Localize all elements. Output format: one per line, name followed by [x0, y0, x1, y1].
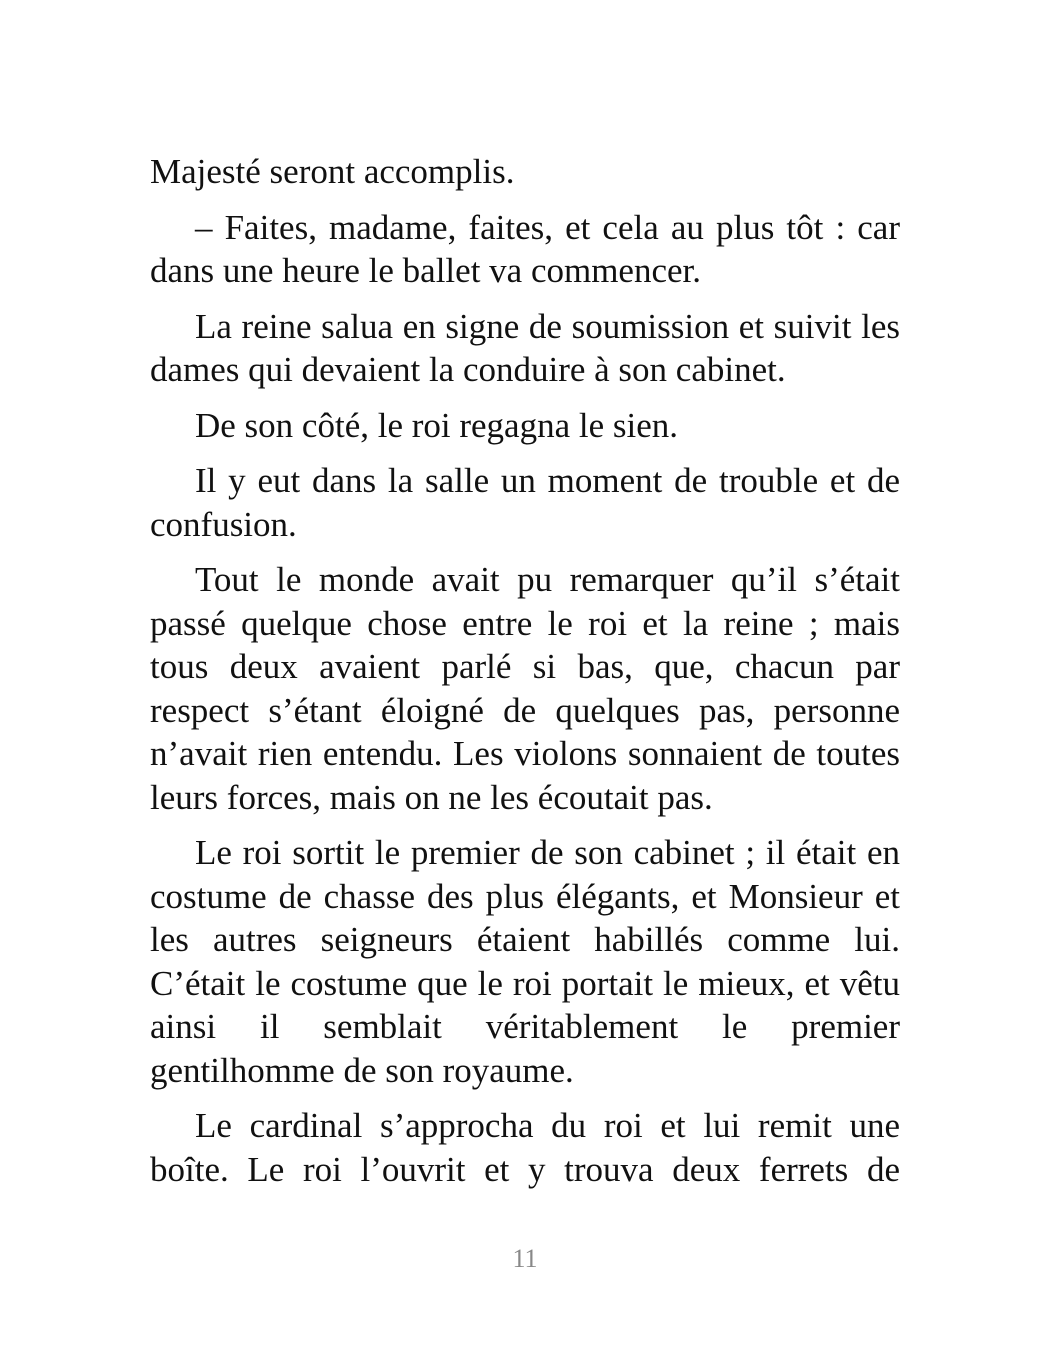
- page-body: [150, 150, 900, 1203]
- paragraph: La reine salua en signe de soumission et suivit les dames qui devaient la conduire à son cabinet.: [150, 306, 900, 389]
- page-number: 11: [512, 1244, 538, 1273]
- paragraph-dialogue: – Faites, madame, faites, et cela au plus tôt : car dans une heure le ballet va commencer.: [150, 207, 900, 290]
- paragraph: De son côté, le roi regagna le sien.: [195, 405, 679, 445]
- paragraph: Le cardinal s’approcha du roi et lui remit une boîte. Le roi l’ouvrit et y trouva deux ferrets de: [150, 1106, 900, 1189]
- paragraph: Le roi sortit le premier de son cabinet ; il était en costume de chasse des plus élégants, et Monsieur et les autres seigneurs étaient habillés comme lui. C’était le costume que le roi portait le mieux, et vêtu ainsi il semblait véritablement le premier gentilhomme de son royaume.: [150, 833, 900, 1090]
- paragraph: Il y eut dans la salle un moment de trouble et de confusion.: [150, 461, 900, 544]
- paragraph: Tout le monde avait pu remarquer qu’il s’était passé quelque chose entre le roi et la reine ; mais tous deux avaient parlé si bas, que, chacun par respect s’étant éloigné de quelques pas, personne n’avait rien entendu. Les violons sonnaient de toutes leurs forces, mais on ne les écoutait pas.: [150, 560, 900, 817]
- paragraph-continuation: Majesté seront accomplis.: [150, 152, 515, 191]
